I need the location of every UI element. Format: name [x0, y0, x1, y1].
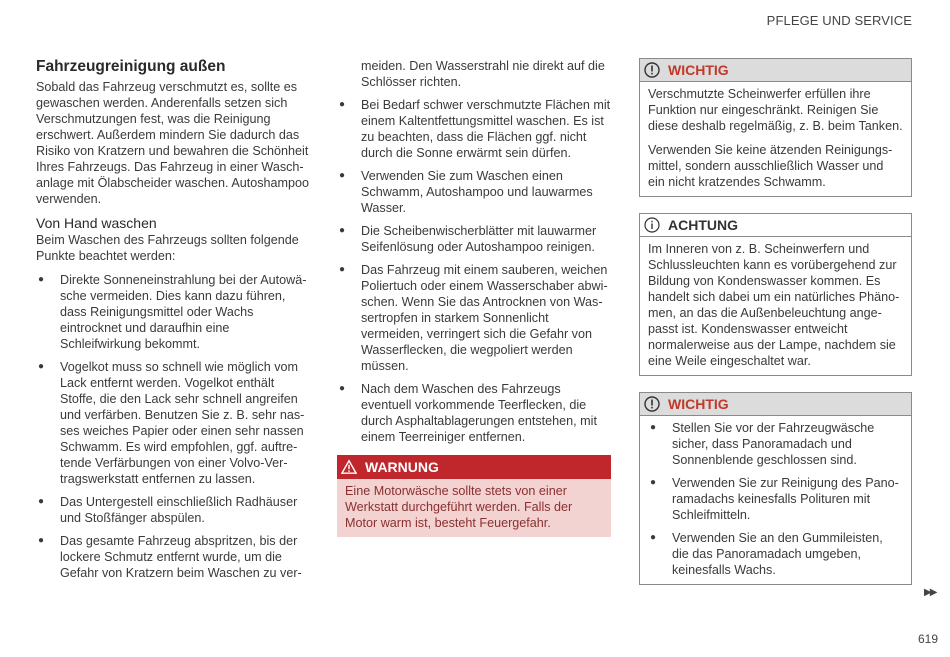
bullet-icon: ● — [339, 383, 346, 394]
info-circle-icon — [644, 217, 660, 233]
bullet-icon: ● — [650, 422, 657, 433]
important-title: WICHTIG — [668, 62, 729, 78]
warning-triangle-icon — [341, 459, 357, 475]
important-header — [640, 393, 911, 416]
next-page-icon[interactable]: ▶▶ — [924, 587, 936, 598]
important-box-headlights — [639, 58, 912, 197]
important-title: WICHTIG — [668, 396, 729, 412]
list-item: ● Direkte Sonneneinstrahlung bei der Autowäsche vermeiden. Dies kann dazu führen, dass Reinigungsmittel oder Wachs eintrocknet und daraufhin eine Schleifwirkung bekommt. — [38, 273, 307, 351]
list-item: ● Bei Bedarf schwer verschmutzte Flächen mit einem Kaltentfettungsmittel waschen. Es ist zu beachten, dass die Flächen ggf. nicht durch die Sonne erwärmt sein dürfen. — [339, 98, 611, 160]
list-item: ● Verwenden Sie an den Gummileisten, die das Panoramadach umgeben, keinesfalls Wachs. — [650, 531, 883, 577]
caution-header — [640, 214, 911, 237]
intro-paragraph: Sobald das Fahrzeug verschmutzt es, sollte es gewaschen werden. Anderenfalls setzen sich Verschmutzungen fest, was die Reinigung erschwert. Außerdem mindern Sie dadurch das Risiko von Kratzern und bewahren die Schönheit Ihres Fahrzeugs. Das Fahrzeug in einer Waschanlage mit Ölabscheider waschen. Autoshampoo verwenden. — [36, 80, 310, 206]
important-body — [640, 416, 911, 584]
bullet-icon: ● — [339, 99, 346, 110]
hand-wash-list-continued — [337, 97, 611, 445]
bullet-icon: ● — [38, 361, 45, 372]
list-item: ● Die Scheibenwischerblätter mit lauwarmer Seifenlösung oder Autoshampoo reinigen. — [339, 224, 597, 254]
important-header — [640, 59, 911, 82]
important-paragraph: Verwenden Sie keine ätzenden Reinigungsmittel, sondern ausschließlich Wasser und ein nicht kratzendes Schwamm. — [648, 143, 893, 189]
bullet-icon: ● — [339, 170, 346, 181]
list-item: ● Das Fahrzeug mit einem sauberen, weichen Poliertuch oder einem Wasserschaber abwischen. Wenn Sie das Antrocknen von Wassertropfen in starkem Sonnenlicht vermeiden, verringert sich die Gefahr von Wasserflecken, die wegpoliert werden müssen. — [339, 263, 608, 373]
bullet-icon: ● — [38, 274, 45, 285]
important-paragraph: Verschmutzte Scheinwerfer erfüllen ihre Funktion nur eingeschränkt. Reinigen Sie diese deshalb regelmäßig, z. B. beim Tanken. — [648, 87, 903, 133]
bullet-icon: ● — [38, 496, 45, 507]
list-item: ● Stellen Sie vor der Fahrzeugwäsche sicher, dass Panoramadach und Sonnenblende geschlossen sind. — [650, 421, 875, 467]
bullet-icon: ● — [650, 532, 657, 543]
warning-title: WARNUNG — [365, 459, 439, 475]
bullet-icon: ● — [339, 225, 346, 236]
list-item: ● Das Untergestell einschließlich Radhäuser und Stoßfänger abspülen. — [38, 495, 298, 525]
warning-box — [337, 455, 611, 537]
caution-text: Im Inneren von z. B. Scheinwerfern und Schlussleuchten kann es vorübergehend zur Bildung von Kondenswasser kommen. Es handelt sich dabei um ein natürliches Phänomen, an das die Außenbeleuchtung angepasst ist. Kondenswasser entweicht normalerweise aus der Lampe, nachdem sie eine Weile eingeschaltet war. — [648, 242, 900, 368]
list-item: ● Verwenden Sie zur Reinigung des Panoramadachs keinesfalls Polituren mit Schleifmitteln. — [650, 476, 899, 522]
bullet-icon: ● — [650, 477, 657, 488]
important-body — [640, 82, 911, 196]
subsection-title: Von Hand waschen — [36, 215, 157, 231]
page-header-section: PFLEGE UND SERVICE — [766, 13, 912, 28]
bullet-icon: ● — [38, 535, 45, 546]
hand-wash-list — [36, 272, 310, 581]
page-number: 619 — [918, 632, 939, 646]
column-2 — [337, 58, 611, 537]
subsection-intro: Beim Waschen des Fahrzeugs sollten folgende Punkte beachtet werden: — [36, 233, 299, 263]
list-item: ● Verwenden Sie zum Waschen einen Schwamm, Autoshampoo und lauwarmes Wasser. — [339, 169, 593, 215]
important-list — [648, 420, 903, 578]
list-item: ● Das gesamte Fahrzeug abspritzen, bis der lockere Schmutz entfernt wurde, um die Gefahr von Kratzern beim Waschen zu ver- — [38, 534, 302, 580]
list-item-continuation: meiden. Den Wasserstrahl nie direkt auf die Schlösser richten. — [361, 59, 605, 89]
caution-title: ACHTUNG — [668, 217, 738, 233]
warning-header — [337, 455, 611, 479]
bullet-icon: ● — [339, 264, 346, 275]
exclamation-circle-icon — [644, 62, 660, 78]
column-3 — [639, 58, 912, 601]
exclamation-circle-icon — [644, 396, 660, 412]
section-title: Fahrzeugreinigung außen — [36, 58, 226, 75]
list-item: ● Vogelkot muss so schnell wie möglich vom Lack entfernt werden. Vogelkot enthält Stoffe, die den Lack sehr schnell angreifen und verfärben. Benutzen Sie z. B. sehr nasses weiches Papier oder einen sehr nassen Schwamm. Es wird empfohlen, ggf. auftretende Verfärbungen von einer Volvo-Vertragswerkstatt entfernen zu lassen. — [38, 360, 305, 486]
list-item: ● Nach dem Waschen des Fahrzeugs eventuell vorkommende Teerflecken, die durch Asphaltablagerungen entstehen, mit einem Teerreiniger entfernen. — [339, 382, 597, 444]
column-1 — [36, 58, 310, 588]
caution-box — [639, 213, 912, 376]
warning-text: Eine Motorwäsche sollte stets von einer Werkstatt durchgeführt werden. Falls der Motor warm ist, besteht Feuergefahr. — [345, 484, 573, 530]
important-box-sunroof — [639, 392, 912, 585]
